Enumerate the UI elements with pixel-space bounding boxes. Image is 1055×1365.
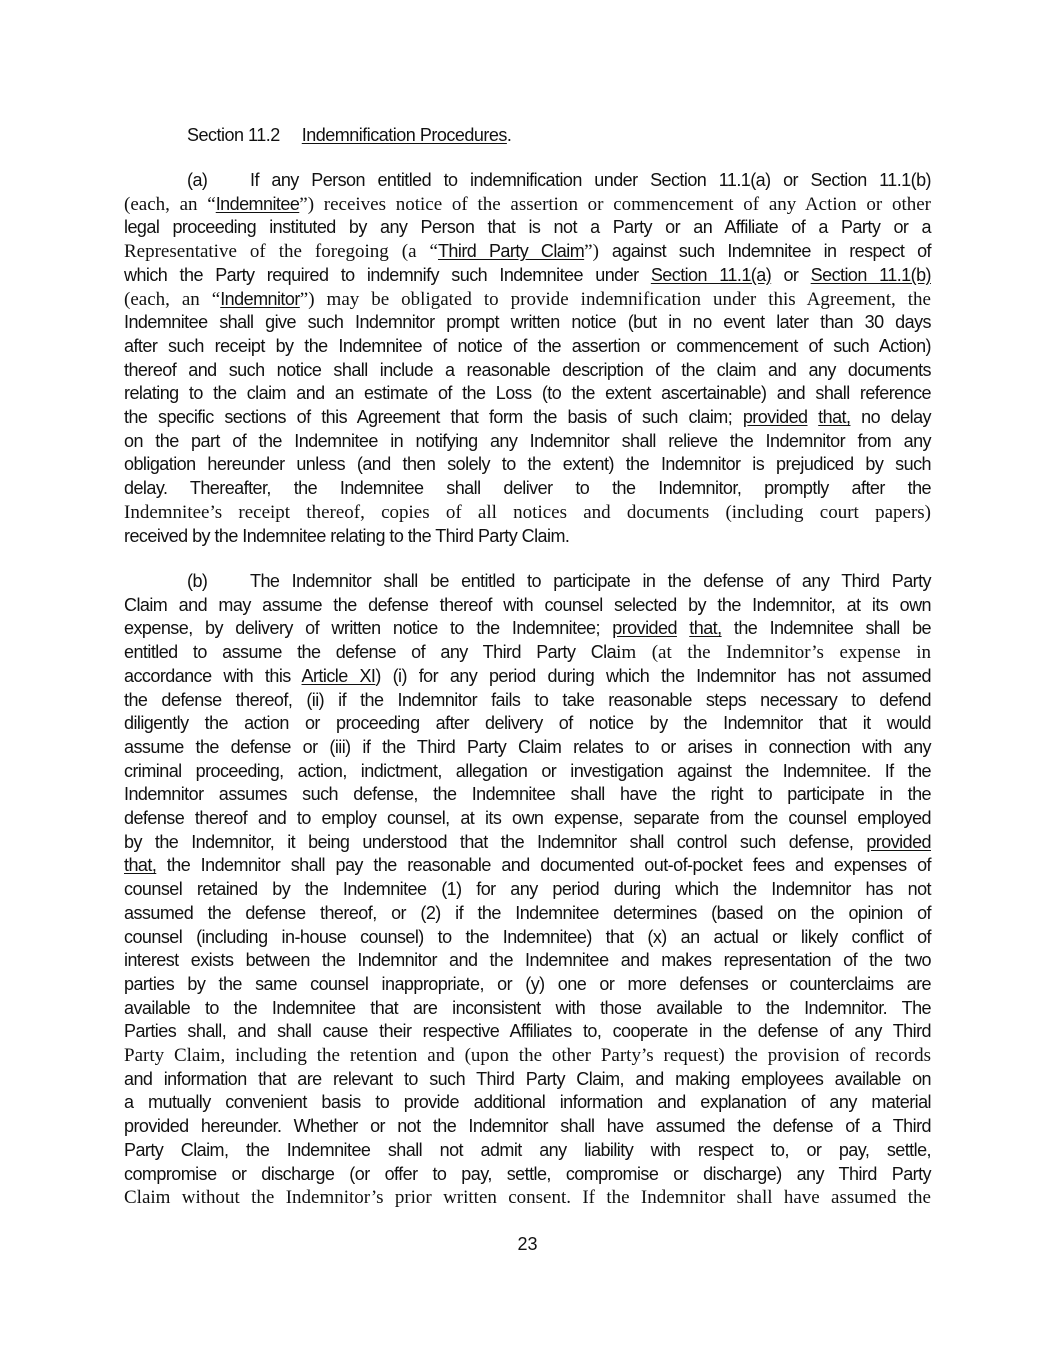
text-line	[124, 641, 931, 664]
text-line	[124, 689, 931, 712]
text-segment: which the Party required to indemnify such Indemnitee under	[124, 264, 651, 285]
defined-term: provided	[866, 831, 931, 852]
text-segment: The Indemnitor shall be entitled to participate in the defense of any Third Party	[250, 571, 931, 591]
text-line	[124, 594, 931, 617]
text-segment: the Indemnitee shall be	[721, 618, 932, 639]
defined-term: Indemnitee	[215, 193, 300, 214]
text-segment: criminal proceeding, action, indictment, allegation or investigation against the Indemnitee. If the	[124, 760, 931, 781]
text-line	[124, 1068, 931, 1091]
defined-term: provided	[612, 618, 677, 639]
text-segment: on the part of the Indemnitee in notifying any Indemnitor shall relieve the Indemnitor from any	[124, 430, 931, 451]
text-line	[124, 430, 931, 453]
text-segment: ”)	[584, 241, 612, 263]
text-segment: after such receipt by the Indemnitee of notice of the assertion or commencement of such Action)	[124, 335, 931, 356]
text-segment: entitled to assume the defense of any Third Party Cla	[124, 642, 617, 663]
text-line	[124, 1020, 931, 1043]
text-segment: Party Claim, including the retention and (upon the other Party’s request) the provision of records	[124, 1045, 931, 1066]
text-segment: accordance with this	[124, 665, 302, 686]
text-segment: assume the defense or (iii) if the Third Party Claim relates to or arises in connection with any	[124, 736, 931, 757]
text-line	[124, 902, 931, 925]
text-segment: received by the Indemnitee relating to the Third Party Claim.	[124, 525, 570, 546]
text-line	[124, 501, 931, 524]
defined-term: Third Party Claim	[437, 241, 585, 262]
defined-term: that,	[818, 407, 851, 427]
paragraph-label: (b)	[187, 571, 208, 591]
text-segment: relating to the claim and an estimate of the Loss (to the extent ascertainable) and shall reference	[124, 383, 931, 404]
section-heading	[187, 124, 511, 147]
text-line	[124, 949, 931, 972]
text-line	[124, 831, 931, 854]
text-segment: interest exists between the Indemnitor and the Indemnitee and makes representation of the two	[124, 950, 931, 971]
text-line	[124, 525, 931, 548]
text-line	[124, 878, 931, 901]
text-segment: (each, an “	[124, 288, 221, 310]
text-segment: the defense thereof, (ii) if the Indemnitor fails to take reasonable steps necessary to defend	[124, 689, 931, 710]
text-line	[124, 617, 931, 640]
text-line	[124, 264, 931, 287]
text-segment: counsel retained by the Indemnitee (1) for any period during which the Indemnitor has not	[124, 879, 931, 900]
text-line	[124, 1091, 931, 1114]
text-segment	[808, 407, 819, 427]
text-segment: ) (i) for any period during which the Indemnitor has not assumed	[375, 665, 931, 686]
text-line	[124, 406, 931, 429]
defined-term: that,	[124, 855, 157, 876]
text-segment: expense, by delivery of written notice to the Indemnitee;	[124, 618, 613, 639]
section-title: Indemnification Procedures	[301, 125, 507, 145]
text-segment: no delay	[850, 407, 931, 427]
text-line	[124, 335, 931, 358]
section-number: Section 11.2	[187, 125, 280, 145]
text-line	[124, 1163, 931, 1186]
text-line	[124, 854, 931, 877]
text-segment: Party Claim, the Indemnitee shall not admit any liability with respect to, or pay, settle,	[124, 1139, 931, 1160]
text-line	[124, 712, 931, 735]
text-segment: available to the Indemnitee that are inconsistent with those available to the Indemnitor. The	[124, 997, 931, 1018]
defined-term: Indemnitor	[220, 288, 300, 309]
text-segment: Claim and may assume the defense thereof with counsel selected by the Indemnitor, at its own	[124, 594, 931, 615]
text-segment: compromise or discharge (or offer to pay, settle, compromise or discharge) any Third Party	[124, 1163, 931, 1184]
text-segment: obligation hereunder unless (and then solely to the extent) the Indemnitor is prejudiced by such	[124, 454, 931, 475]
text-line	[124, 1044, 931, 1067]
text-segment: If any Person entitled to indemnification under Section 11.1(a) or Section 11.1(b)	[250, 170, 931, 190]
text-line	[124, 997, 931, 1020]
text-line	[124, 311, 931, 334]
text-line	[124, 359, 931, 382]
text-line	[124, 760, 931, 783]
defined-term: Section 11.1(a)	[650, 264, 772, 285]
text-line	[124, 382, 931, 405]
text-segment: im (at the Indemnitor’s expense in	[616, 642, 931, 664]
text-segment: assumed the defense thereof, or (2) if the Indemnitee determines (based on the opinion of	[124, 902, 931, 923]
text-segment: Parties shall, and shall cause their respective Affiliates to, cooperate in the defense of any Third	[124, 1021, 931, 1042]
text-line	[124, 665, 931, 688]
text-segment: Indemnitee shall give such Indemnitor prompt written notice (but in no event later than 30 days	[124, 312, 931, 333]
defined-term: provided	[742, 407, 808, 427]
text-segment: thereof and such notice shall include a reasonable description of the claim and any documents	[124, 359, 931, 380]
section-title-period: .	[506, 125, 512, 145]
text-line	[124, 926, 931, 949]
text-segment: the Indemnitor shall pay the reasonable and documented out-of-pocket fees and expenses of	[156, 855, 931, 876]
text-line	[124, 240, 931, 263]
text-segment: or	[771, 264, 811, 285]
text-line	[124, 1186, 931, 1209]
text-segment: a mutually convenient basis to provide additional information and explanation of any material	[124, 1092, 931, 1113]
text-line	[124, 216, 931, 239]
paragraph-label: (a)	[187, 170, 208, 190]
text-line	[124, 193, 931, 216]
text-line	[124, 973, 931, 996]
text-segment: Indemnitee’s receipt thereof, copies of all notices and documents (including court papers)	[124, 501, 931, 523]
text-line	[124, 477, 931, 500]
text-line	[124, 783, 931, 806]
text-segment: parties by the same counsel inappropriate, or (y) one or more defenses or counterclaims are	[124, 973, 931, 994]
text-segment: counsel (including in-house counsel) to the Indemnitee) that (x) an actual or likely conflict of	[124, 926, 931, 947]
defined-term: Article XI	[301, 665, 376, 686]
text-line	[124, 453, 931, 476]
page-number: 23	[517, 1234, 538, 1254]
text-segment: by the Indemnitor, it being understood that the Indemnitor shall control such defense,	[124, 831, 867, 852]
text-segment: (each, an “	[124, 193, 216, 215]
text-line	[124, 1139, 931, 1162]
text-segment: diligently the action or proceeding after delivery of notice by the Indemnitor that it would	[124, 713, 931, 734]
text-line	[124, 169, 931, 192]
text-line	[124, 1115, 931, 1138]
text-segment: ”) may be obligated to provide indemnification under this Agreement, the	[299, 288, 931, 310]
text-segment: Claim without the Indemnitor’s prior written consent. If the Indemnitor shall have assumed the	[124, 1187, 931, 1209]
defined-term: Section 11.1(b)	[810, 264, 931, 285]
text-segment: the specific sections of this Agreement that form the basis of such claim;	[124, 407, 743, 427]
text-segment: defense thereof and to employ counsel, at its own expense, separate from the counsel employed	[124, 808, 931, 828]
text-segment: and information that are relevant to such Third Party Claim, and making employees available on	[124, 1068, 931, 1089]
text-segment: delay. Thereafter, the Indemnitee shall deliver to the Indemnitor, promptly after the	[124, 478, 931, 499]
text-segment	[677, 618, 689, 638]
text-line	[124, 288, 931, 311]
text-segment: Indemnitor assumes such defense, the Indemnitee shall have the right to participate in the	[124, 784, 931, 805]
text-segment: provided hereunder. Whether or not the Indemnitor shall have assumed the defense of a Third	[124, 1116, 931, 1137]
defined-term: that,	[689, 618, 722, 639]
text-line	[124, 570, 931, 593]
text-segment: ”) receives notice of the assertion or commencement of any Action or other	[299, 193, 931, 215]
text-segment: Representative of the foregoing (a “	[124, 241, 438, 263]
text-line	[124, 736, 931, 759]
text-line	[124, 807, 931, 830]
text-segment: against such Indemnitee in respect of	[611, 241, 931, 262]
text-segment: legal proceeding instituted by any Person that is not a Party or an Affiliate of a Party or a	[124, 217, 931, 238]
